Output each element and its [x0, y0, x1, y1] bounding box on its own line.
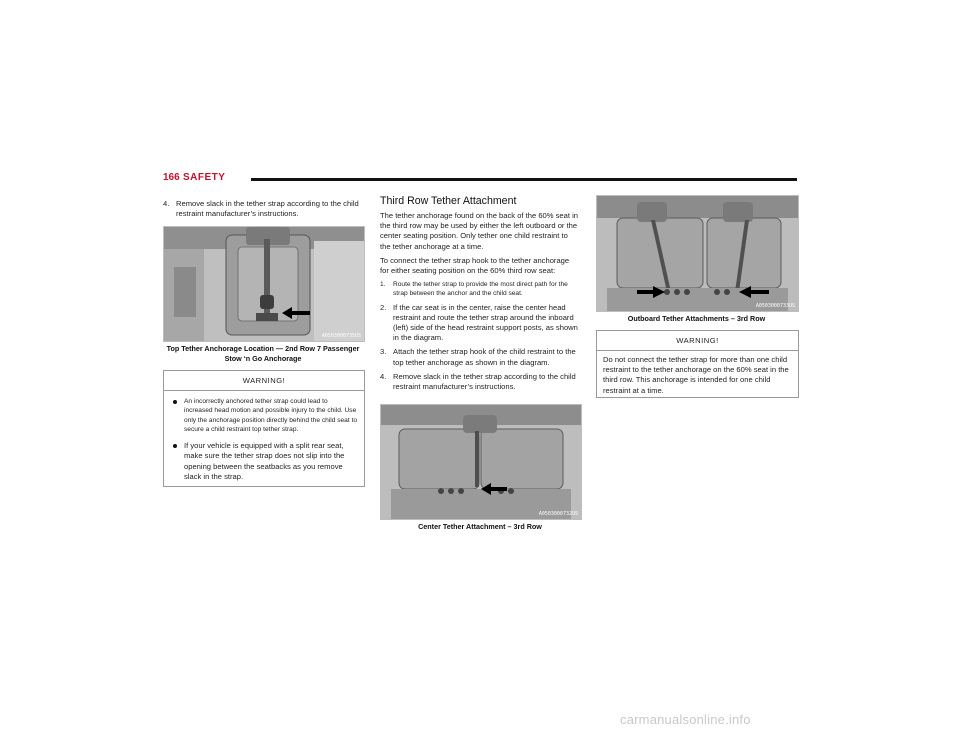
- step-text: Route the tether strap to provide the most direct path for the strap between the anchor and the child seat.: [393, 281, 568, 298]
- section-title: SAFETY: [183, 172, 226, 183]
- step-text: Attach the tether strap hook of the child restraint to the top tether anchorage as shown in the diagram.: [393, 347, 576, 367]
- figure-code: A0503000733US: [755, 303, 795, 309]
- list-item: [380, 280, 580, 299]
- list-item: [163, 199, 363, 219]
- warning-box: [163, 370, 365, 487]
- step-text: If the car seat is in the center, raise the center head restraint and route the tether strap around the inboard (left) side of the head restraint support posts, as shown in the diagram.: [393, 302, 578, 343]
- seat-illustration: [381, 405, 581, 519]
- step-number: 4.: [380, 371, 387, 381]
- figure-center-tether: [380, 404, 582, 520]
- middle-step-list: [380, 280, 580, 396]
- figure-caption: Top Tether Anchorage Location — 2nd Row 7 Passenger Stow ‘n Go Anchorage: [166, 344, 360, 363]
- section-heading: Third Row Tether Attachment: [380, 195, 517, 207]
- warning-text: Do not connect the tether strap for more than one child restraint to the tether anchorage on the 60% seat in the third row. This anchorage is intended for one child restraint at a time.: [603, 355, 789, 395]
- list-item: [380, 347, 580, 367]
- paragraph: The tether anchorage found on the back of the 60% seat in the third row may be used by either the left outboard or the center seating position. Only tether one child restraint to the tether anchorage at a time.: [380, 211, 578, 251]
- warning-bullet: [170, 397, 358, 434]
- seat-illustration: [597, 196, 798, 311]
- list-item: [380, 303, 580, 344]
- step-number: 1.: [380, 281, 386, 288]
- paragraph: To connect the tether strap hook to the tether anchorage for either seating position on the 60% third row seat:: [380, 256, 570, 276]
- bullet-icon: [173, 400, 177, 404]
- figure-code: A0503000732US: [538, 511, 578, 517]
- page-header: [163, 172, 797, 188]
- figure-caption: Outboard Tether Attachments – 3rd Row: [627, 314, 766, 323]
- figure-code: A0503000735US: [321, 333, 361, 339]
- warning-bullet-text: An incorrectly anchored tether strap could lead to increased head motion and possible injury to the child. Use only the anchorage position directly behind the child seat to secure a child restraint top tether strap.: [184, 398, 358, 433]
- warning-box: [596, 330, 799, 398]
- step-number: 4.: [163, 199, 170, 208]
- step-number: 2.: [380, 302, 387, 312]
- step-number: 3.: [380, 347, 387, 357]
- step-text: Remove slack in the tether strap according to the child restraint manufacturer’s instructions.: [176, 199, 359, 219]
- seat-illustration: [164, 227, 364, 341]
- warning-title: WARNING!: [597, 331, 798, 351]
- step-text: Remove slack in the tether strap according to the child restraint manufacturer’s instructions.: [393, 371, 576, 392]
- bullet-icon: [173, 444, 177, 448]
- warning-bullet: [170, 441, 358, 482]
- figure-2nd-row-anchorage: [163, 226, 365, 342]
- warning-bullet-text: If your vehicle is equipped with a split rear seat, make sure the tether strap does not slip into the opening between the seatbacks as you remove slack in the strap.: [184, 441, 345, 481]
- footer-watermark: carmanualsonline.info: [620, 712, 751, 727]
- figure-caption: Center Tether Attachment – 3rd Row: [418, 522, 542, 531]
- warning-title: WARNING!: [164, 371, 364, 391]
- list-item: [380, 372, 580, 392]
- page-number: 166: [163, 172, 180, 183]
- header-rule: [251, 178, 797, 181]
- figure-outboard-tether: [596, 195, 799, 312]
- left-step-list: [163, 199, 363, 223]
